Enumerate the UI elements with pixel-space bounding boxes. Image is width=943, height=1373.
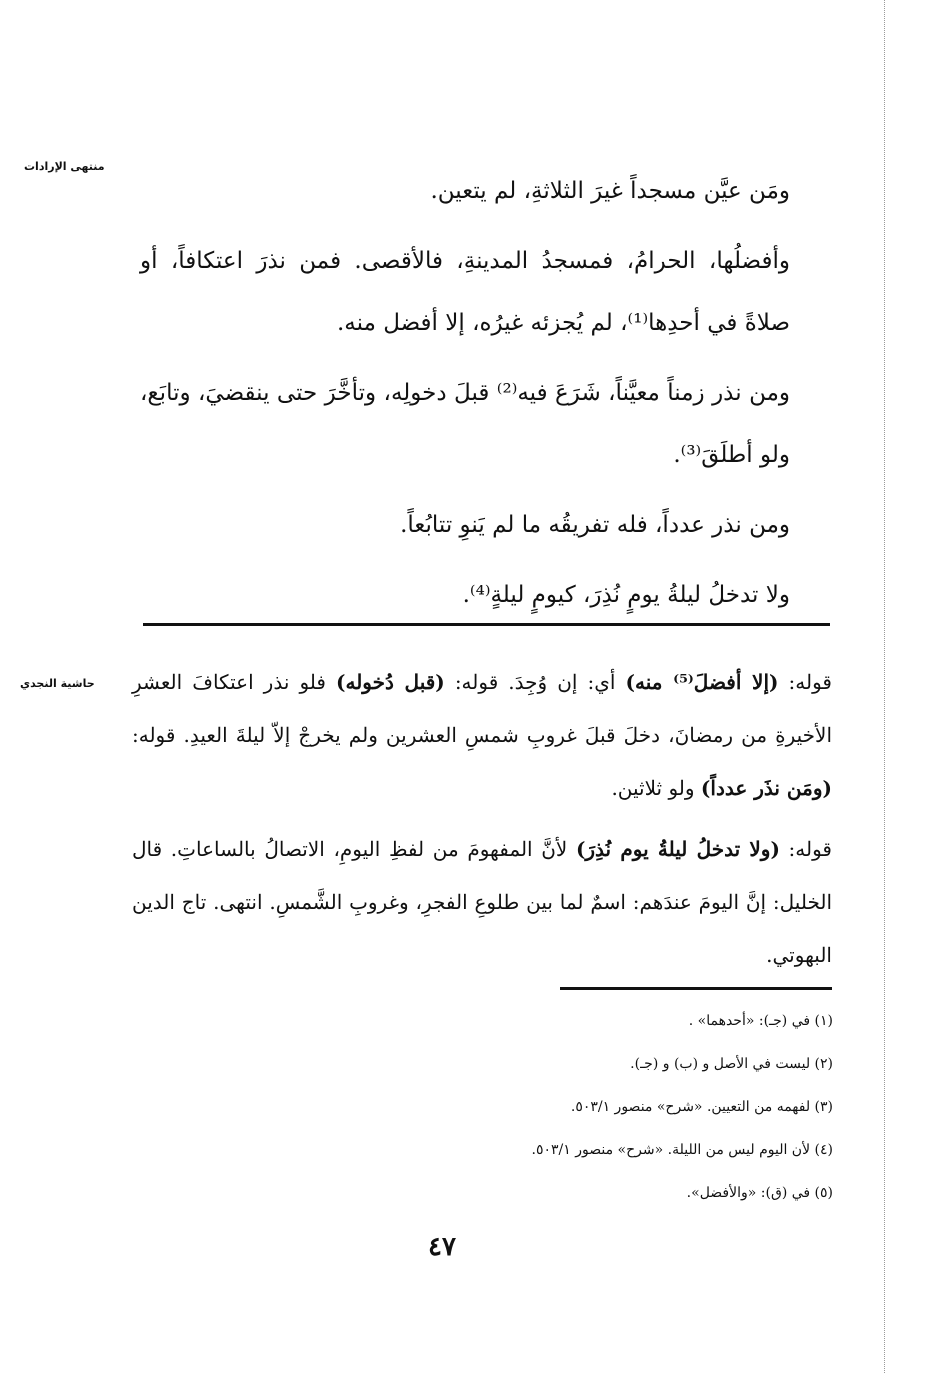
footnote: (٥) في (ق): «والأفضل». [686, 1185, 833, 1201]
footnote: (١) في (جـ): «أحدهما» . [688, 1013, 833, 1029]
commentary-quote: (إلا أفضلَ⁽⁵⁾ منه) [625, 670, 779, 694]
commentary-run: فلو نذر اعتكافَ العشرِ الأخيرةِ من رمضانَ، دخلَ قبلَ غروبِ شمسِ العشرين ولم يخرجْ إلاّ ليلةَ العيدِ. قوله: [132, 670, 832, 747]
commentary-run: لأنَّ المفهومَ من لفظِ اليومِ، الاتصالُ بالساعاتِ. قال الخليل: إنَّ اليومَ عندَهم: اسمٌ لما بين طلوعِ الفجرِ، وغروبِ الشَّمسِ. انتهى. تاج الدين البهوتي. [132, 837, 832, 967]
main-divider [143, 623, 830, 626]
commentary-text [132, 656, 832, 990]
commentary-run: قوله: [779, 837, 832, 861]
commentary-run: أي: إن وُجِدَ. قوله: [444, 670, 626, 694]
footnote-divider [560, 987, 832, 990]
main-text-paragraph: ولا تدخلُ ليلةُ يومٍ نُذِرَ، كيومٍ ليلةٍ⁽⁴⁾. [462, 582, 790, 608]
commentary-run: ولو ثلاثين. [611, 776, 701, 800]
commentary-paragraph [132, 656, 832, 815]
commentary-quote: (قبل دُخوله) [336, 670, 445, 694]
main-text [140, 160, 790, 634]
page-number: ٤٧ [428, 1232, 456, 1262]
footnotes [333, 1000, 833, 1215]
footnote: (٣) لفهمه من التعيين. «شرح» منصور ٥٠٣/١. [570, 1099, 833, 1115]
main-text-paragraph: ومن نذر زمناً معيَّناً، شَرَعَ فيه⁽²⁾ قبلَ دخولِه، وتأخَّرَ حتى ينقضيَ، وتابَع، ولو أطلَقَ⁽³⁾. [140, 380, 791, 468]
footnote: (٢) ليست في الأصل و (ب) و (جـ). [630, 1056, 833, 1072]
commentary-run: قوله: [778, 670, 832, 694]
hashiya-margin-label: حاشية النجدي [20, 677, 95, 690]
footnote: (٤) لأن اليوم ليس من الليلة. «شرح» منصور ٥٠٣/١. [531, 1142, 833, 1158]
main-text-paragraph: ومن نذر عدداً، فله تفريقُه ما لم يَنوِ تتابُعاً. [400, 512, 790, 538]
main-text-paragraph: ومَن عيَّن مسجداً غيرَ الثلاثةِ، لم يتعين. [430, 178, 790, 204]
commentary-quote: (ولا تدخلُ ليلةُ يوم نُذِرَ) [575, 837, 780, 861]
commentary-paragraph [132, 823, 832, 982]
commentary-quote: (ومَن نذَر عدداً) [700, 776, 832, 800]
binding-margin-line [884, 0, 885, 1373]
matn-margin-label: منتهى الإرادات [24, 160, 105, 173]
main-text-paragraph: وأفضلُها، الحرامُ، فمسجدُ المدينةِ، فالأقصى. فمن نذرَ اعتكافاً، أو صلاةً في أحدِها⁽¹⁾، لم يُجزئه غيرُه، إلا أفضل منه. [140, 248, 790, 336]
